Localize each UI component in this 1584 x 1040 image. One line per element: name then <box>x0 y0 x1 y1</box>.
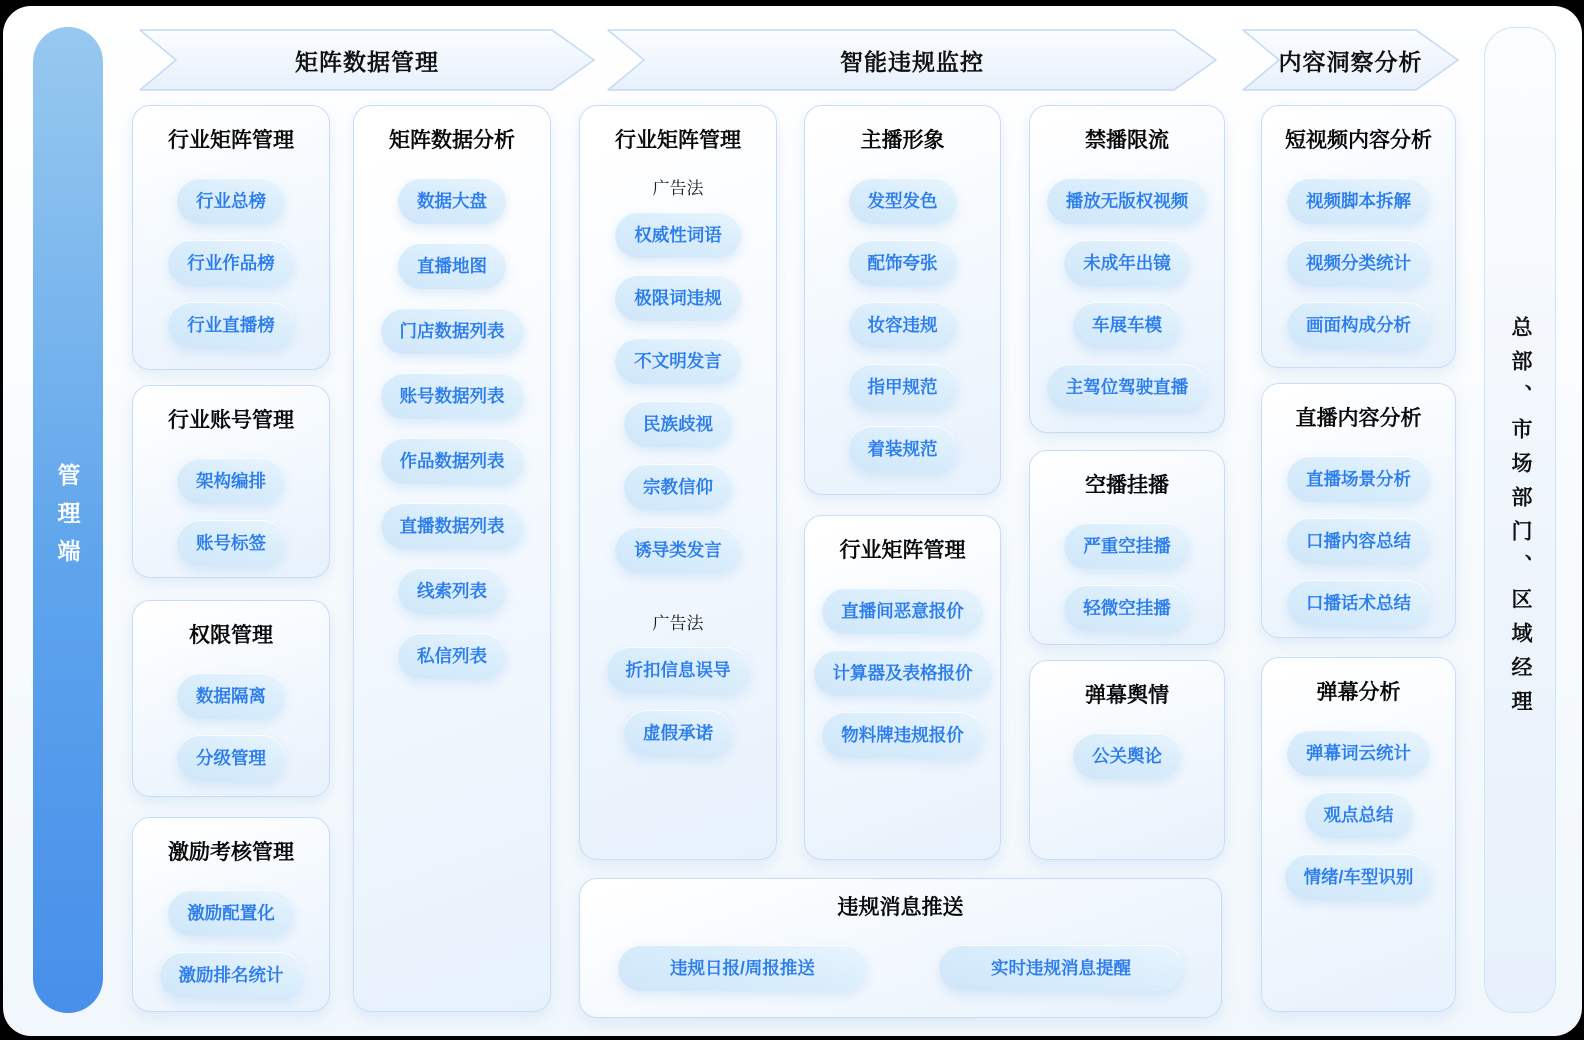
group-subtitle: 广告法 <box>652 614 704 633</box>
card <box>579 105 777 860</box>
feature-pill: 不文明发言 <box>615 338 741 384</box>
card <box>1029 105 1225 433</box>
feature-pill: 数据大盘 <box>398 178 506 224</box>
card <box>132 385 330 578</box>
feature-pill: 数据隔离 <box>177 673 285 719</box>
feature-pill: 诱导类发言 <box>615 527 741 573</box>
feature-pill: 直播地图 <box>398 243 506 289</box>
feature-pill: 架构编排 <box>177 458 285 504</box>
pill-group <box>381 178 524 679</box>
card-title: 激励考核管理 <box>168 841 294 864</box>
feature-pill: 配饰夸张 <box>849 240 957 286</box>
feature-pill: 分级管理 <box>177 735 285 781</box>
card <box>132 105 330 370</box>
card-title: 行业账号管理 <box>168 409 294 432</box>
feature-pill: 口播话术总结 <box>1287 580 1430 626</box>
feature-pill: 极限词违规 <box>615 275 741 321</box>
card <box>1261 657 1456 1012</box>
card-title: 弹幕舆情 <box>1085 684 1169 707</box>
feature-pill: 观点总结 <box>1305 792 1413 838</box>
card-title: 违规消息推送 <box>837 896 964 919</box>
feature-pill: 指甲规范 <box>849 364 957 410</box>
pill-group <box>1285 730 1433 900</box>
pill-group <box>607 613 750 756</box>
card-title: 行业矩阵管理 <box>615 129 741 152</box>
feature-pill: 行业总榜 <box>177 178 285 224</box>
feature-pill: 口播内容总结 <box>1287 518 1430 564</box>
pill-group <box>1064 523 1190 631</box>
card <box>1029 660 1225 860</box>
feature-pill: 情绪/车型识别 <box>1285 854 1433 900</box>
feature-pill: 违规日报/周报推送 <box>618 945 867 991</box>
feature-pill: 直播数据列表 <box>381 503 524 549</box>
feature-pill: 物料牌违规报价 <box>822 712 983 758</box>
feature-pill: 账号标签 <box>177 520 285 566</box>
right-rail <box>1484 27 1556 1013</box>
pill-group <box>177 458 285 566</box>
feature-pill: 虚假承诺 <box>624 710 732 756</box>
card <box>804 105 1001 495</box>
banner-label: 内容洞察分析 <box>1278 48 1423 75</box>
card <box>353 105 551 1012</box>
feature-pill: 车展车模 <box>1073 302 1181 348</box>
feature-pill: 妆容违规 <box>849 302 957 348</box>
feature-pill: 激励配置化 <box>168 890 294 936</box>
banner-label: 矩阵数据管理 <box>295 48 439 75</box>
card-title: 直播内容分析 <box>1295 407 1422 430</box>
feature-pill: 民族歧视 <box>624 401 732 447</box>
feature-pill: 未成年出镜 <box>1064 240 1190 286</box>
banner-smart-violation-monitoring <box>605 27 1219 93</box>
feature-pill: 直播场景分析 <box>1287 456 1430 502</box>
card-title: 矩阵数据分析 <box>389 129 515 152</box>
feature-pill: 实时违规消息提醒 <box>939 945 1183 991</box>
pill-group <box>814 588 992 758</box>
card-title: 行业矩阵管理 <box>839 539 966 562</box>
pill-group <box>1073 733 1181 779</box>
banner-label: 智能违规监控 <box>840 48 984 75</box>
card <box>1261 105 1456 368</box>
feature-pill: 弹幕词云统计 <box>1287 730 1430 776</box>
feature-pill: 主驾位驾驶直播 <box>1047 364 1208 410</box>
card-title: 空播挂播 <box>1085 474 1169 497</box>
feature-pill: 激励排名统计 <box>160 952 303 998</box>
feature-pill: 私信列表 <box>398 633 506 679</box>
feature-pill: 严重空挂播 <box>1064 523 1190 569</box>
feature-pill: 权威性词语 <box>615 212 741 258</box>
card <box>132 600 330 797</box>
pill-group <box>1287 456 1430 626</box>
feature-pill: 直播间恶意报价 <box>822 588 983 634</box>
card <box>132 817 330 1012</box>
feature-pill: 计算器及表格报价 <box>814 650 992 696</box>
feature-pill: 行业直播榜 <box>168 302 294 348</box>
feature-pill: 发型发色 <box>849 178 957 224</box>
left-rail <box>33 27 103 1013</box>
banner-content-insight-analysis <box>1240 27 1461 93</box>
pill-group <box>168 178 294 348</box>
feature-pill: 作品数据列表 <box>381 438 524 484</box>
feature-pill: 账号数据列表 <box>381 373 524 419</box>
pill-group <box>615 178 741 573</box>
feature-pill: 公关舆论 <box>1073 733 1181 779</box>
feature-pill: 线索列表 <box>398 568 506 614</box>
card-title: 弹幕分析 <box>1316 681 1401 704</box>
feature-pill: 播放无版权视频 <box>1047 178 1208 224</box>
pill-group <box>160 890 303 998</box>
feature-pill: 行业作品榜 <box>168 240 294 286</box>
feature-pill: 画面构成分析 <box>1287 302 1430 348</box>
right-rail-label: 总部、市场部门、区域经理 <box>1509 316 1532 724</box>
feature-pill: 着装规范 <box>849 426 957 472</box>
feature-pill: 宗教信仰 <box>624 464 732 510</box>
pill-row <box>580 945 1221 991</box>
card <box>804 515 1001 860</box>
card <box>1029 450 1225 645</box>
feature-pill: 门店数据列表 <box>381 308 524 354</box>
card <box>1261 383 1456 638</box>
pill-group <box>1047 178 1208 410</box>
card-title: 行业矩阵管理 <box>168 129 294 152</box>
feature-pill: 折扣信息误导 <box>607 647 750 693</box>
pill-group <box>1287 178 1430 348</box>
feature-pill: 轻微空挂播 <box>1064 585 1190 631</box>
card-title: 主播形象 <box>860 129 945 152</box>
banner-matrix-data-management <box>137 27 597 93</box>
card-title: 权限管理 <box>189 624 273 647</box>
card-violation-message-push <box>579 878 1222 1018</box>
left-rail-label: 管理端 <box>54 463 81 577</box>
group-subtitle: 广告法 <box>652 179 704 198</box>
feature-pill: 视频脚本拆解 <box>1287 178 1430 224</box>
card-title: 短视频内容分析 <box>1285 129 1432 152</box>
diagram-canvas <box>3 6 1582 1036</box>
pill-group <box>849 178 957 472</box>
feature-pill: 视频分类统计 <box>1287 240 1430 286</box>
pill-group <box>177 673 285 781</box>
card-title: 禁播限流 <box>1085 129 1169 152</box>
